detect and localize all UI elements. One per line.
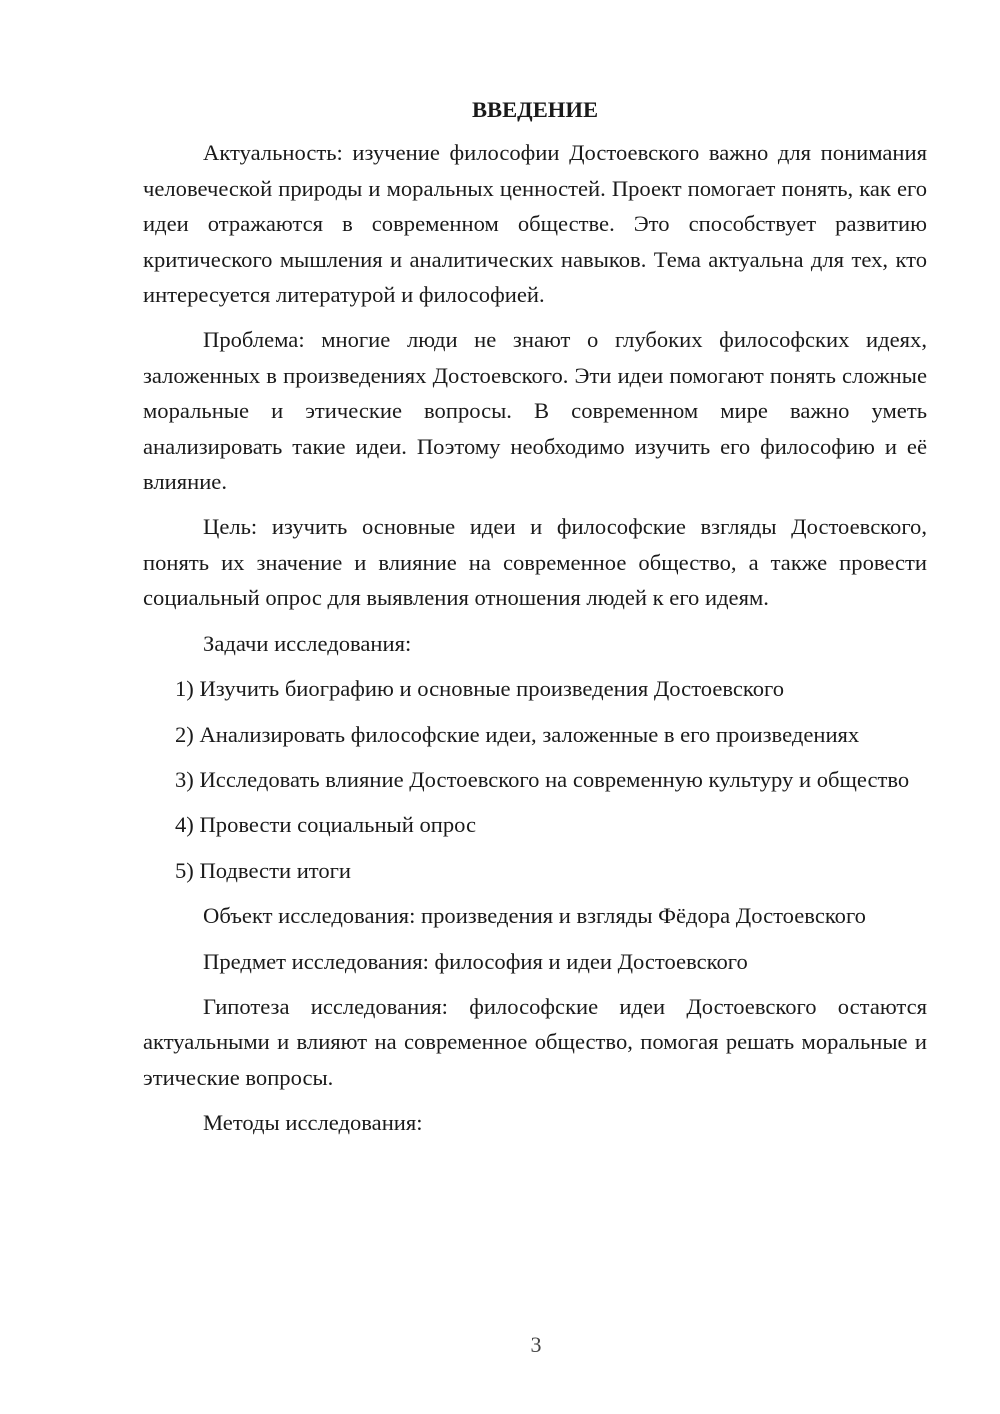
- paragraph-methods: Методы исследования:: [203, 1110, 423, 1136]
- paragraph-relevance: Актуальность: изучение философии Достоевского важно для понимания человеческой природы и моральных ценностей. Проект помогает понять, как его идеи отражаются в современном обществе. Это способствует развитию критического мышления и аналитических навыков. Тема актуальна для тех, кто интересуется литературой и философией.: [143, 140, 927, 308]
- task-item: 4) Провести социальный опрос: [175, 812, 477, 838]
- task-item: 5) Подвести итоги: [175, 857, 352, 883]
- tasks-title: Задачи исследования:: [203, 630, 412, 656]
- paragraph-goal: Цель: изучить основные идеи и философские взгляды Достоевского, понять их значение и влияние на современное общество, а также провести социальный опрос для выявления отношения людей к его идеям.: [143, 514, 927, 611]
- paragraph-problem: Проблема: многие люди не знают о глубоких философских идеях, заложенных в произведениях Достоевского. Эти идеи помогают понять сложные моральные и этические вопросы. В современном мире важно уметь анализировать такие идеи. Поэтому необходимо изучить его философию и её влияние.: [143, 327, 927, 495]
- paragraph-subject: Предмет исследования: философия и идеи Достоевского: [203, 948, 748, 974]
- task-item: 3) Исследовать влияние Достоевского на современную культуру и общество: [175, 766, 910, 792]
- paragraph-hypothesis: Гипотеза исследования: философские идеи Достоевского остаются актуальными и влияют на современное общество, помогая решать моральные и этические вопросы.: [143, 993, 927, 1090]
- task-item: 1) Изучить биографию и основные произведения Достоевского: [175, 676, 785, 702]
- paragraph-object: Объект исследования: произведения и взгляды Фёдора Достоевского: [203, 903, 866, 929]
- page-number: 3: [530, 1332, 542, 1357]
- task-item: 2) Анализировать философские идеи, заложенные в его произведениях: [175, 721, 860, 747]
- section-heading: ВВЕДЕНИЕ: [471, 97, 599, 122]
- page-content: [143, 92, 927, 1151]
